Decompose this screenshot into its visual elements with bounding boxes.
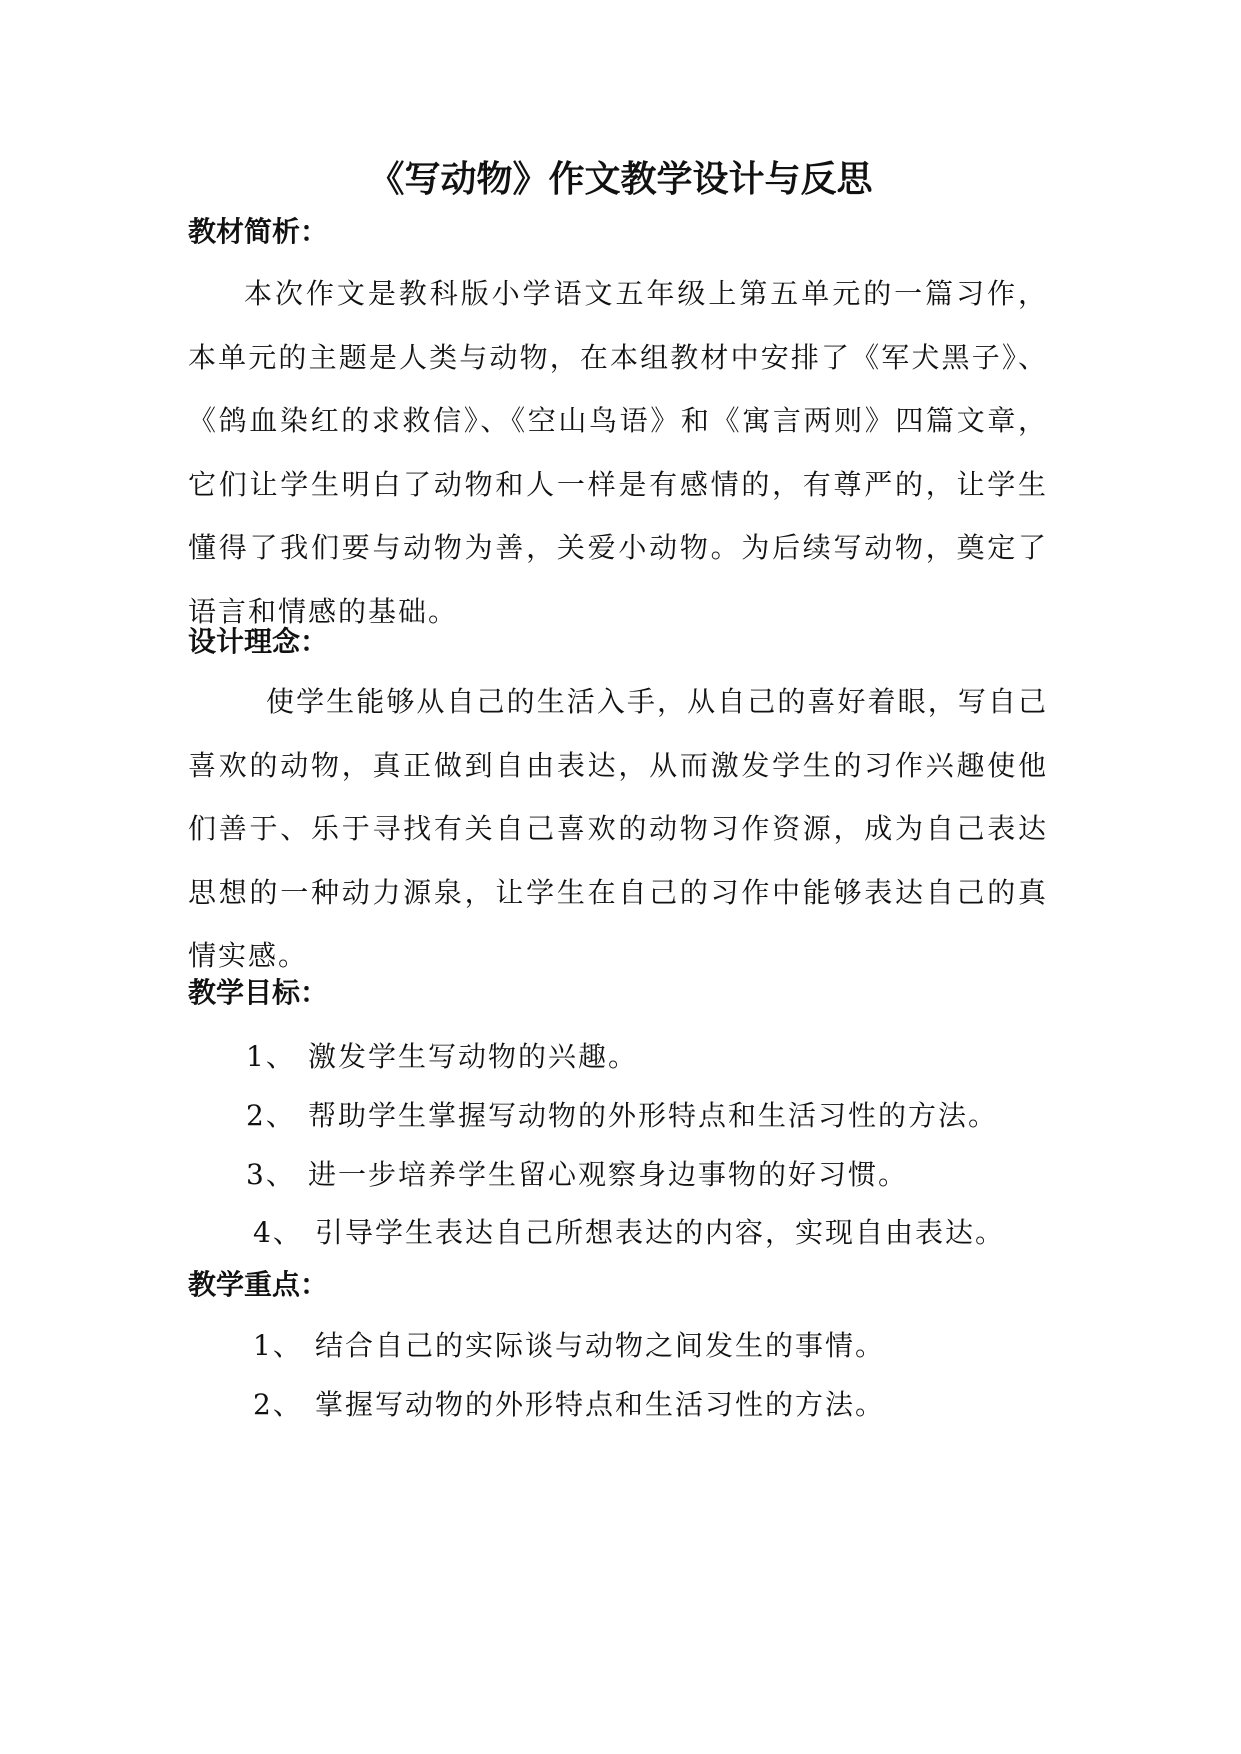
heading-goals: 教学目标： — [188, 976, 329, 1009]
goal-item — [246, 1155, 908, 1195]
heading-analysis: 教材简析： — [188, 215, 329, 248]
key-point-number: 2、 — [253, 1388, 303, 1421]
key-point-text: 结合自己的实际谈与动物之间发生的事情。 — [315, 1329, 886, 1362]
goal-item — [246, 1037, 638, 1077]
document-title: 《写动物》作文教学设计与反思 — [368, 159, 873, 200]
goal-item-number: 1、 — [246, 1040, 296, 1073]
goal-item — [253, 1213, 1005, 1253]
goal-item-text: 帮助学生掌握写动物的外形特点和生活习性的方法。 — [308, 1099, 999, 1132]
key-point-number: 1、 — [253, 1329, 303, 1362]
heading-key-points: 教学重点： — [188, 1268, 329, 1301]
paragraph-analysis: 本次作文是教科版小学语文五年级上第五单元的一篇习作，本单元的主题是人类与动物，在本组教材中安排了《军犬黑子》、《鸽血染红的求救信》、《空山鸟语》和《寓言两则》四篇文章，它们让学生明白了动物和人一样是有感情的，有尊严的，让学生懂得了我们要与动物为善，关爱小动物。为后续写动物，奠定了语言和情感的基础。 — [188, 277, 1048, 628]
key-point-item — [253, 1385, 885, 1425]
key-point-text: 掌握写动物的外形特点和生活习性的方法。 — [315, 1388, 886, 1421]
goal-item-number: 4、 — [253, 1216, 303, 1249]
goal-item-number: 3、 — [246, 1158, 296, 1191]
goal-item-text: 进一步培养学生留心观察身边事物的好习惯。 — [308, 1158, 909, 1191]
goal-item-number: 2、 — [246, 1099, 296, 1132]
goal-item-text: 引导学生表达自己所想表达的内容，实现自由表达。 — [315, 1216, 1006, 1249]
heading-concept: 设计理念： — [188, 625, 329, 658]
paragraph-concept: 使学生能够从自己的生活入手，从自己的喜好着眼，写自己喜欢的动物，真正做到自由表达，从而激发学生的习作兴趣使他们善于、乐于寻找有关自己喜欢的动物习作资源，成为自己表达思想的一种动力源泉，让学生在自己的习作中能够表达自己的真情实感。 — [188, 685, 1048, 972]
goal-item-text: 激发学生写动物的兴趣。 — [308, 1040, 639, 1073]
goal-item — [246, 1096, 998, 1136]
key-point-item — [253, 1326, 885, 1366]
